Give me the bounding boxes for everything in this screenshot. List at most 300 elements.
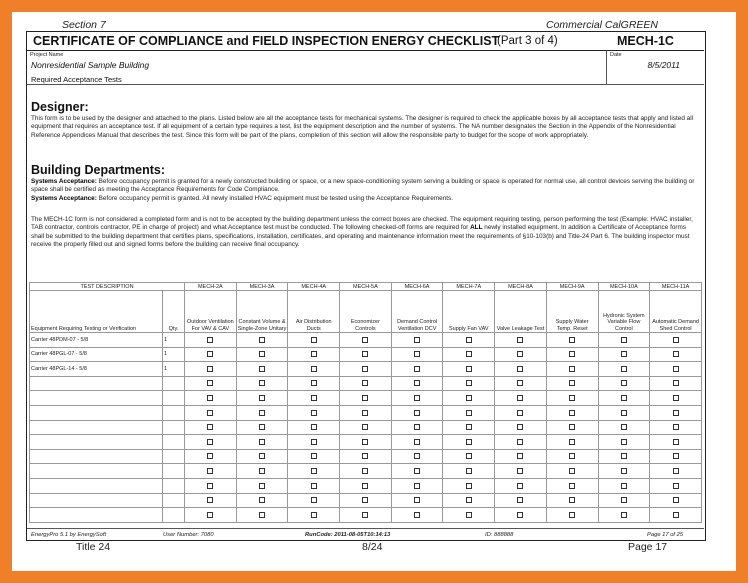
equipment-cell[interactable] bbox=[30, 478, 163, 493]
test-checkbox-cell bbox=[185, 362, 237, 377]
test-checkbox[interactable] bbox=[414, 380, 420, 386]
test-checkbox[interactable] bbox=[207, 351, 213, 357]
test-checkbox[interactable] bbox=[673, 468, 679, 474]
test-checkbox-cell bbox=[236, 449, 288, 464]
equipment-cell[interactable] bbox=[30, 449, 163, 464]
form-footer bbox=[27, 528, 704, 541]
qty-cell[interactable] bbox=[163, 391, 185, 406]
equipment-cell[interactable] bbox=[30, 493, 163, 508]
test-checkbox[interactable] bbox=[569, 337, 575, 343]
test-checkbox[interactable] bbox=[466, 424, 472, 430]
test-checkbox-cell bbox=[650, 362, 702, 377]
equipment-cell[interactable] bbox=[30, 376, 163, 391]
test-checkbox-cell bbox=[391, 333, 443, 348]
test-checkbox[interactable] bbox=[569, 512, 575, 518]
test-checkbox-cell bbox=[391, 405, 443, 420]
test-checkbox-cell bbox=[650, 508, 702, 523]
test-checkbox[interactable] bbox=[414, 424, 420, 430]
test-checkbox-cell bbox=[185, 405, 237, 420]
test-checkbox[interactable] bbox=[466, 468, 472, 474]
footer-user-number: User Number: 7080 bbox=[163, 532, 214, 538]
project-name-cell bbox=[27, 51, 607, 85]
test-checkbox[interactable] bbox=[207, 453, 213, 459]
building-dept-heading: Building Departments: bbox=[31, 163, 166, 177]
sa-text-1: Before occupancy permit is granted for a newly constructed building or space, or a new space-conditioning system serving a building or space is operated for normal use, all control devices serving the building or space shall be certified as meeting the Acceptance Requirements for Code Compliance. bbox=[31, 178, 695, 194]
test-checkbox-cell bbox=[340, 347, 392, 362]
test-checkbox-cell bbox=[495, 493, 547, 508]
header-row-descriptions bbox=[30, 291, 702, 333]
table-row bbox=[30, 493, 702, 508]
bottom-right: Page 17 bbox=[628, 541, 668, 553]
test-checkbox-cell bbox=[236, 362, 288, 377]
test-checkbox[interactable] bbox=[207, 366, 213, 372]
test-checkbox[interactable] bbox=[414, 453, 420, 459]
test-checkbox[interactable] bbox=[414, 366, 420, 372]
footer-run-code: RunCode: 2011-08-05T10:14:13 bbox=[305, 532, 391, 538]
test-checkbox[interactable] bbox=[311, 380, 317, 386]
designer-heading: Designer: bbox=[31, 100, 89, 114]
test-checkbox[interactable] bbox=[569, 366, 575, 372]
test-checkbox[interactable] bbox=[207, 512, 213, 518]
test-checkbox[interactable] bbox=[311, 497, 317, 503]
test-checkbox[interactable] bbox=[569, 468, 575, 474]
test-checkbox[interactable] bbox=[414, 468, 420, 474]
equipment-cell[interactable] bbox=[30, 435, 163, 450]
test-checkbox-cell bbox=[598, 464, 650, 479]
test-checkbox-cell bbox=[288, 391, 340, 406]
test-checkbox[interactable] bbox=[517, 512, 523, 518]
test-checkbox[interactable] bbox=[673, 351, 679, 357]
test-checkbox[interactable] bbox=[414, 351, 420, 357]
test-checkbox-cell bbox=[495, 478, 547, 493]
table-row bbox=[30, 478, 702, 493]
test-checkbox-cell bbox=[288, 478, 340, 493]
test-checkbox[interactable] bbox=[311, 439, 317, 445]
qty-cell[interactable] bbox=[163, 420, 185, 435]
test-checkbox[interactable] bbox=[259, 424, 265, 430]
test-checkbox[interactable] bbox=[621, 410, 627, 416]
equipment-cell[interactable]: Carrier 48PGL-14 - 5/8 bbox=[30, 362, 163, 377]
designer-text: This form is to be used by the designer and attached to the plans. Listed below are all the acceptance tests for mechanical systems. The designer is required to check the applicable boxes by all acceptance tests that apply and listed all equipment that requires an acceptance test. If all equipment of a certain type requires a test, list the equipment description and the number of systems. The NA number designates the Section in the Appendix of the Nonresidential Reference Appendices Manual that describes the test. Since this form will be part of the plans, completion of this section will allow the responsible party to budget for the scope of work appropriately. bbox=[31, 115, 694, 139]
test-checkbox-cell bbox=[288, 449, 340, 464]
test-checkbox[interactable] bbox=[466, 439, 472, 445]
test-checkbox-cell bbox=[495, 464, 547, 479]
test-checkbox-cell bbox=[598, 420, 650, 435]
test-checkbox[interactable] bbox=[259, 395, 265, 401]
test-checkbox-cell bbox=[443, 508, 495, 523]
test-checkbox[interactable] bbox=[362, 439, 368, 445]
test-checkbox[interactable] bbox=[621, 351, 627, 357]
test-checkbox-cell bbox=[598, 376, 650, 391]
test-checkbox-cell bbox=[443, 478, 495, 493]
test-checkbox-cell bbox=[340, 420, 392, 435]
test-checkbox[interactable] bbox=[362, 468, 368, 474]
form-id: MECH-1C bbox=[617, 34, 674, 48]
test-checkbox-cell bbox=[598, 347, 650, 362]
test-checkbox[interactable] bbox=[569, 424, 575, 430]
test-checkbox-cell bbox=[185, 464, 237, 479]
qty-cell[interactable] bbox=[163, 376, 185, 391]
test-checkbox-cell bbox=[288, 508, 340, 523]
test-checkbox[interactable] bbox=[311, 453, 317, 459]
test-checkbox-cell bbox=[546, 435, 598, 450]
test-checkbox[interactable] bbox=[207, 468, 213, 474]
test-checkbox[interactable] bbox=[207, 424, 213, 430]
test-checkbox[interactable] bbox=[311, 366, 317, 372]
test-checkbox[interactable] bbox=[569, 483, 575, 489]
test-checkbox[interactable] bbox=[621, 380, 627, 386]
test-checkbox[interactable] bbox=[517, 424, 523, 430]
test-checkbox-cell bbox=[443, 435, 495, 450]
test-checkbox-cell bbox=[340, 405, 392, 420]
test-checkbox[interactable] bbox=[466, 410, 472, 416]
equipment-cell[interactable] bbox=[30, 391, 163, 406]
test-code-header: MECH-8A bbox=[495, 283, 547, 291]
test-checkbox-cell bbox=[650, 420, 702, 435]
qty-cell[interactable]: 1 bbox=[163, 333, 185, 348]
test-checkbox-cell bbox=[391, 478, 443, 493]
test-checkbox-cell bbox=[443, 420, 495, 435]
form-frame bbox=[26, 31, 706, 541]
test-name-header: Economizer Controls bbox=[340, 291, 392, 333]
test-checkbox[interactable] bbox=[311, 468, 317, 474]
qty-header: Qty. bbox=[163, 291, 185, 333]
test-checkbox-cell bbox=[185, 449, 237, 464]
test-checkbox[interactable] bbox=[259, 512, 265, 518]
test-checkbox-cell bbox=[236, 478, 288, 493]
form-title: CERTIFICATE OF COMPLIANCE and FIELD INSPECTION ENERGY CHECKLIST bbox=[33, 34, 500, 48]
test-checkbox[interactable] bbox=[311, 351, 317, 357]
date-label: Date bbox=[610, 52, 622, 58]
equipment-cell[interactable] bbox=[30, 420, 163, 435]
test-checkbox[interactable] bbox=[207, 380, 213, 386]
qty-cell[interactable]: 1 bbox=[163, 347, 185, 362]
test-checkbox[interactable] bbox=[517, 395, 523, 401]
test-checkbox-cell bbox=[391, 464, 443, 479]
qty-cell[interactable] bbox=[163, 449, 185, 464]
test-checkbox[interactable] bbox=[207, 395, 213, 401]
date-value: 8/5/2011 bbox=[647, 60, 680, 70]
test-checkbox[interactable] bbox=[207, 410, 213, 416]
test-checkbox[interactable] bbox=[362, 337, 368, 343]
test-code-header: MECH-11A bbox=[650, 283, 702, 291]
test-checkbox-cell bbox=[391, 362, 443, 377]
test-checkbox-cell bbox=[340, 508, 392, 523]
equipment-cell[interactable] bbox=[30, 508, 163, 523]
building-dept-text bbox=[31, 216, 699, 250]
qty-cell[interactable] bbox=[163, 464, 185, 479]
test-checkbox-cell bbox=[443, 391, 495, 406]
sa-label-2: Systems Acceptance: bbox=[31, 195, 97, 202]
test-checkbox-cell bbox=[650, 333, 702, 348]
test-checkbox[interactable] bbox=[517, 351, 523, 357]
test-checkbox[interactable] bbox=[621, 337, 627, 343]
test-checkbox[interactable] bbox=[466, 366, 472, 372]
test-checkbox-cell bbox=[650, 493, 702, 508]
section-label: Section 7 bbox=[62, 19, 106, 31]
test-checkbox[interactable] bbox=[673, 380, 679, 386]
test-code-header: MECH-5A bbox=[340, 283, 392, 291]
bottom-center: 8/24 bbox=[362, 541, 383, 553]
test-checkbox-cell bbox=[650, 347, 702, 362]
test-checkbox-cell bbox=[495, 391, 547, 406]
equipment-cell[interactable] bbox=[30, 405, 163, 420]
test-checkbox-cell bbox=[650, 464, 702, 479]
test-checkbox[interactable] bbox=[466, 351, 472, 357]
test-checkbox[interactable] bbox=[362, 410, 368, 416]
test-checkbox-cell bbox=[546, 449, 598, 464]
test-checkbox[interactable] bbox=[362, 483, 368, 489]
test-checkbox[interactable] bbox=[569, 453, 575, 459]
test-checkbox[interactable] bbox=[466, 512, 472, 518]
table-row bbox=[30, 508, 702, 523]
test-code-header: MECH-7A bbox=[443, 283, 495, 291]
test-checkbox-cell bbox=[236, 347, 288, 362]
test-checkbox[interactable] bbox=[207, 337, 213, 343]
table-row bbox=[30, 362, 702, 377]
test-checkbox[interactable] bbox=[414, 337, 420, 343]
test-checkbox-cell bbox=[546, 391, 598, 406]
test-checkbox-cell bbox=[650, 449, 702, 464]
table-row bbox=[30, 435, 702, 450]
test-checkbox[interactable] bbox=[569, 351, 575, 357]
test-checkbox-cell bbox=[185, 478, 237, 493]
test-checkbox-cell bbox=[546, 508, 598, 523]
test-checkbox-cell bbox=[185, 391, 237, 406]
test-checkbox[interactable] bbox=[311, 424, 317, 430]
test-checkbox-cell bbox=[340, 478, 392, 493]
test-checkbox[interactable] bbox=[466, 497, 472, 503]
test-checkbox[interactable] bbox=[259, 337, 265, 343]
test-checkbox[interactable] bbox=[517, 410, 523, 416]
test-checkbox[interactable] bbox=[621, 439, 627, 445]
test-checkbox-cell bbox=[185, 420, 237, 435]
test-checkbox-cell bbox=[650, 391, 702, 406]
test-checkbox-cell bbox=[236, 420, 288, 435]
test-checkbox[interactable] bbox=[362, 424, 368, 430]
test-checkbox[interactable] bbox=[673, 439, 679, 445]
test-checkbox-cell bbox=[288, 405, 340, 420]
test-checkbox-cell bbox=[546, 493, 598, 508]
qty-cell[interactable] bbox=[163, 493, 185, 508]
test-checkbox[interactable] bbox=[621, 483, 627, 489]
acceptance-tests-table bbox=[29, 282, 702, 523]
test-checkbox-cell bbox=[288, 376, 340, 391]
test-checkbox-cell bbox=[288, 420, 340, 435]
test-checkbox-cell bbox=[288, 333, 340, 348]
test-checkbox-cell bbox=[546, 420, 598, 435]
test-checkbox[interactable] bbox=[621, 366, 627, 372]
test-checkbox-cell bbox=[443, 347, 495, 362]
test-checkbox[interactable] bbox=[362, 497, 368, 503]
test-checkbox[interactable] bbox=[621, 497, 627, 503]
test-checkbox-cell bbox=[340, 376, 392, 391]
qty-cell[interactable] bbox=[163, 435, 185, 450]
test-checkbox-cell bbox=[598, 493, 650, 508]
test-checkbox[interactable] bbox=[259, 380, 265, 386]
test-code-header: MECH-3A bbox=[236, 283, 288, 291]
test-checkbox[interactable] bbox=[673, 424, 679, 430]
qty-cell[interactable] bbox=[163, 405, 185, 420]
table-row bbox=[30, 376, 702, 391]
test-checkbox[interactable] bbox=[673, 512, 679, 518]
header-row-codes bbox=[30, 283, 702, 291]
test-checkbox-cell bbox=[340, 493, 392, 508]
test-checkbox-cell bbox=[185, 493, 237, 508]
test-checkbox-cell bbox=[443, 333, 495, 348]
test-checkbox[interactable] bbox=[569, 380, 575, 386]
test-checkbox[interactable] bbox=[414, 395, 420, 401]
test-checkbox-cell bbox=[288, 464, 340, 479]
test-checkbox-cell bbox=[598, 478, 650, 493]
test-checkbox[interactable] bbox=[259, 366, 265, 372]
test-checkbox[interactable] bbox=[517, 439, 523, 445]
test-checkbox[interactable] bbox=[259, 497, 265, 503]
equipment-cell[interactable]: Carrier 48PGL-07 - 5/8 bbox=[30, 347, 163, 362]
test-code-header: MECH-6A bbox=[391, 283, 443, 291]
test-checkbox-cell bbox=[391, 376, 443, 391]
test-checkbox[interactable] bbox=[311, 337, 317, 343]
test-checkbox-cell bbox=[236, 508, 288, 523]
test-checkbox[interactable] bbox=[259, 439, 265, 445]
test-code-header: MECH-9A bbox=[546, 283, 598, 291]
test-checkbox[interactable] bbox=[362, 453, 368, 459]
test-checkbox[interactable] bbox=[673, 453, 679, 459]
table-row bbox=[30, 391, 702, 406]
test-checkbox[interactable] bbox=[569, 439, 575, 445]
test-checkbox-cell bbox=[495, 362, 547, 377]
test-checkbox[interactable] bbox=[259, 453, 265, 459]
test-checkbox-cell bbox=[443, 405, 495, 420]
test-checkbox[interactable] bbox=[466, 380, 472, 386]
date-cell bbox=[607, 51, 704, 85]
test-checkbox[interactable] bbox=[311, 410, 317, 416]
test-checkbox[interactable] bbox=[466, 483, 472, 489]
test-checkbox-cell bbox=[288, 435, 340, 450]
systems-acceptance-2 bbox=[31, 195, 699, 203]
footer-page: Page 17 of 25 bbox=[647, 532, 684, 538]
test-checkbox[interactable] bbox=[673, 395, 679, 401]
test-checkbox-cell bbox=[340, 449, 392, 464]
table-body bbox=[30, 283, 702, 523]
form-part: (Part 3 of 4) bbox=[497, 35, 558, 47]
test-checkbox[interactable] bbox=[621, 468, 627, 474]
test-checkbox[interactable] bbox=[207, 497, 213, 503]
test-checkbox-cell bbox=[236, 493, 288, 508]
qty-cell[interactable] bbox=[163, 478, 185, 493]
test-checkbox-cell bbox=[546, 333, 598, 348]
test-checkbox[interactable] bbox=[621, 424, 627, 430]
test-checkbox-cell bbox=[236, 376, 288, 391]
test-checkbox[interactable] bbox=[207, 439, 213, 445]
test-checkbox[interactable] bbox=[414, 497, 420, 503]
test-checkbox[interactable] bbox=[673, 337, 679, 343]
test-checkbox-cell bbox=[598, 508, 650, 523]
test-checkbox[interactable] bbox=[362, 395, 368, 401]
test-checkbox[interactable] bbox=[517, 380, 523, 386]
test-checkbox-cell bbox=[391, 449, 443, 464]
test-checkbox-cell bbox=[495, 405, 547, 420]
test-checkbox[interactable] bbox=[517, 366, 523, 372]
test-checkbox-cell bbox=[650, 376, 702, 391]
test-checkbox[interactable] bbox=[259, 483, 265, 489]
test-checkbox[interactable] bbox=[414, 512, 420, 518]
test-checkbox[interactable] bbox=[414, 483, 420, 489]
test-checkbox[interactable] bbox=[569, 410, 575, 416]
test-checkbox[interactable] bbox=[517, 453, 523, 459]
test-checkbox-cell bbox=[236, 435, 288, 450]
test-checkbox[interactable] bbox=[311, 512, 317, 518]
test-checkbox[interactable] bbox=[621, 453, 627, 459]
test-checkbox[interactable] bbox=[517, 497, 523, 503]
test-checkbox[interactable] bbox=[673, 410, 679, 416]
equipment-cell[interactable] bbox=[30, 464, 163, 479]
test-checkbox[interactable] bbox=[362, 380, 368, 386]
test-checkbox-cell bbox=[598, 362, 650, 377]
table-row bbox=[30, 464, 702, 479]
test-checkbox[interactable] bbox=[621, 512, 627, 518]
test-checkbox-cell bbox=[598, 449, 650, 464]
test-checkbox[interactable] bbox=[311, 395, 317, 401]
test-description-header: TEST DESCRIPTION bbox=[30, 283, 185, 291]
test-checkbox[interactable] bbox=[414, 439, 420, 445]
test-name-header: Hydronic System Variable Flow Control bbox=[598, 291, 650, 333]
test-checkbox-cell bbox=[443, 464, 495, 479]
test-checkbox[interactable] bbox=[466, 453, 472, 459]
test-checkbox-cell bbox=[546, 376, 598, 391]
test-checkbox[interactable] bbox=[259, 410, 265, 416]
test-checkbox-cell bbox=[495, 508, 547, 523]
test-checkbox-cell bbox=[650, 405, 702, 420]
bd-text-a: The MECH-1C form is not considered a completed form and is not to be accepted by the building department unless the correct boxes are checked. The equipment requiring testing, person performing the test (Example: HVAC installer, TAB contractor, controls contractor, PE in charge of project) and what Acceptance test must be conducted. The following checked-off forms are required for bbox=[31, 216, 693, 232]
equipment-cell[interactable]: Carrier 48PDM-07 - 5/8 bbox=[30, 333, 163, 348]
test-code-header: MECH-2A bbox=[185, 283, 237, 291]
test-name-header: Valve Leakage Test bbox=[495, 291, 547, 333]
test-checkbox[interactable] bbox=[673, 483, 679, 489]
test-checkbox-cell bbox=[236, 391, 288, 406]
test-checkbox[interactable] bbox=[207, 483, 213, 489]
test-checkbox[interactable] bbox=[259, 351, 265, 357]
test-checkbox[interactable] bbox=[466, 337, 472, 343]
qty-cell[interactable] bbox=[163, 508, 185, 523]
test-checkbox[interactable] bbox=[569, 395, 575, 401]
test-checkbox[interactable] bbox=[362, 366, 368, 372]
test-checkbox-cell bbox=[495, 376, 547, 391]
systems-acceptance-1 bbox=[31, 178, 699, 195]
test-checkbox-cell bbox=[391, 435, 443, 450]
test-checkbox[interactable] bbox=[673, 366, 679, 372]
program-label: Commercial CalGREEN bbox=[546, 19, 659, 31]
test-checkbox[interactable] bbox=[259, 468, 265, 474]
test-checkbox[interactable] bbox=[362, 512, 368, 518]
test-checkbox[interactable] bbox=[414, 410, 420, 416]
test-checkbox[interactable] bbox=[517, 337, 523, 343]
test-checkbox-cell bbox=[236, 464, 288, 479]
test-checkbox-cell bbox=[185, 347, 237, 362]
test-checkbox[interactable] bbox=[517, 468, 523, 474]
test-checkbox[interactable] bbox=[466, 395, 472, 401]
test-checkbox-cell bbox=[546, 478, 598, 493]
test-checkbox[interactable] bbox=[311, 483, 317, 489]
test-checkbox-cell bbox=[598, 405, 650, 420]
bd-text-all: ALL bbox=[470, 224, 483, 232]
test-checkbox[interactable] bbox=[673, 497, 679, 503]
test-checkbox[interactable] bbox=[569, 497, 575, 503]
test-checkbox[interactable] bbox=[517, 483, 523, 489]
test-checkbox[interactable] bbox=[362, 351, 368, 357]
qty-cell[interactable]: 1 bbox=[163, 362, 185, 377]
test-checkbox[interactable] bbox=[621, 395, 627, 401]
